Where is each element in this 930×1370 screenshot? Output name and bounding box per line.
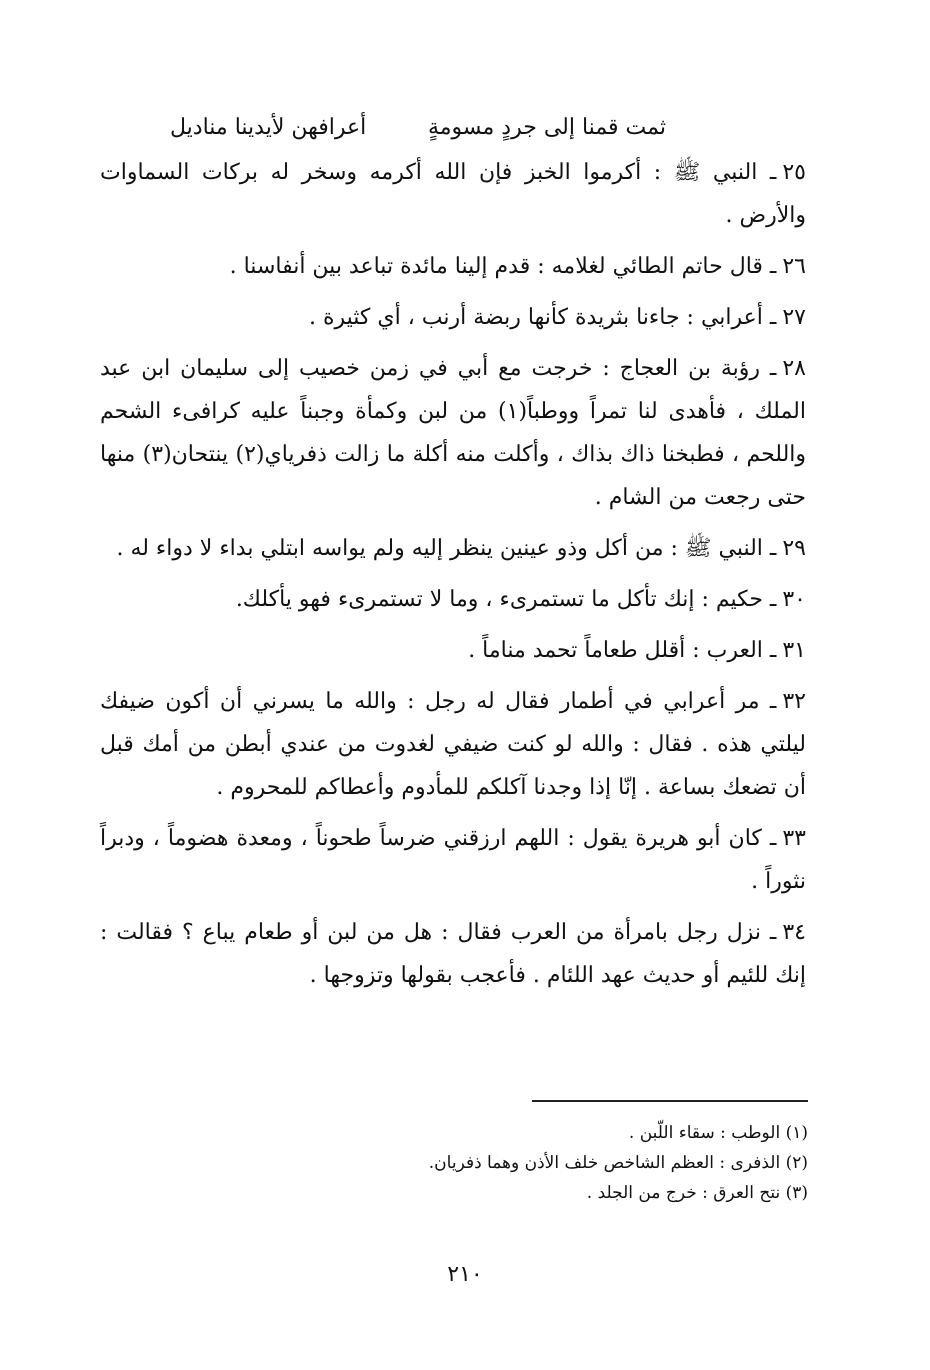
item-number: ٢٧ bbox=[782, 305, 806, 330]
poetry-verse bbox=[100, 106, 806, 149]
page-number: ٢١٠ bbox=[447, 1262, 483, 1287]
item-text: ـ مر أعرابي في أطمار فقال له رجل : والله ما يسرني أن أكون ضيفك ليلتي هذه . فقال : والله لو كنت ضيفي لغدوت من عندي أبطن من أمك قبل أن تضعك بساعة . إنّا إذا وجدنا آكلكم للمأدوم وأعطاكم للمحروم . bbox=[100, 689, 806, 800]
item-text: ـ قال حاتم الطائي لغلامه : قدم إلينا مائدة تباعد بين أنفاسنا . bbox=[229, 254, 777, 279]
saying-item bbox=[100, 911, 806, 997]
item-text: ـ حكيم : إنك تأكل ما تستمرىء ، وما لا تستمرىء فهو يأكلك. bbox=[235, 587, 777, 612]
item-text: ـ أعرابي : جاءنا بثريدة كأنها ربضة أرنب ، أي كثيرة . bbox=[308, 305, 777, 330]
item-text: ـ النبي ﷺ : أكرموا الخبز فإن الله أكرمه وسخر له بركات السماوات والأرض . bbox=[100, 160, 806, 228]
saying-item bbox=[100, 629, 806, 672]
item-number: ٣٢ bbox=[782, 689, 806, 714]
saying-item bbox=[100, 527, 806, 570]
item-number: ٢٥ bbox=[782, 160, 806, 185]
saying-item bbox=[100, 817, 806, 903]
item-number: ٣٠ bbox=[782, 587, 806, 612]
item-number: ٢٦ bbox=[782, 254, 806, 279]
footnotes bbox=[340, 1118, 808, 1208]
item-number: ٣٣ bbox=[782, 826, 806, 851]
item-text: ـ نزل رجل بامرأة من العرب فقال : هل من لبن أو طعام يباع ؟ فقالت : إنك للئيم أو حديث عهد اللئام . فأعجب بقولها وتزوجها . bbox=[100, 920, 806, 988]
saying-item bbox=[100, 680, 806, 809]
item-text: ـ العرب : أقلل طعاماً تحمد مناماً . bbox=[468, 638, 777, 663]
footnote: (٢) الذفرى : العظم الشاخص خلف الأذن وهما ذفريان. bbox=[428, 1153, 808, 1173]
saying-item bbox=[100, 245, 806, 288]
item-number: ٢٨ bbox=[782, 356, 806, 381]
item-number: ٢٩ bbox=[782, 536, 806, 561]
saying-item bbox=[100, 578, 806, 621]
saying-item bbox=[100, 151, 806, 237]
item-text: ـ كان أبو هريرة يقول : اللهم ارزقني ضرساً طحوناً ، ومعدة هضوماً ، ودبراً نثوراً . bbox=[100, 826, 806, 894]
page-body bbox=[100, 106, 806, 1005]
verse-second-hemistich: أعرافهن لأيدينا مناديل bbox=[170, 115, 367, 140]
footnote-separator bbox=[532, 1100, 808, 1102]
item-text: ـ رؤبة بن العجاج : خرجت مع أبي في زمن خصيب إلى سليمان ابن عبد الملك ، فأهدى لنا تمراً ووطباً(١) من لبن وكمأة وجبناً عليه كرافىء الشحم واللحم ، فطبخنا ذاك بذاك ، وأكلت منه أكلة ما زالت ذفرياي(٢) ينتحان(٣) منها حتى رجعت من الشام . bbox=[100, 356, 807, 510]
item-text: ـ النبي ﷺ : من أكل وذو عينين ينظر إليه ولم يواسه ابتلي بداء لا دواء له . bbox=[116, 536, 777, 561]
verse-first-hemistich: ثمت قمنا إلى جردٍ مسومةٍ bbox=[427, 115, 666, 140]
saying-item bbox=[100, 296, 806, 339]
item-number: ٣١ bbox=[782, 638, 806, 663]
saying-item bbox=[100, 347, 806, 519]
item-number: ٣٤ bbox=[782, 920, 806, 945]
footnote: (١) الوطب : سقاء اللّبن . bbox=[628, 1123, 808, 1143]
footnote: (٣) نتح العرق : خرج من الجلد . bbox=[586, 1183, 808, 1203]
